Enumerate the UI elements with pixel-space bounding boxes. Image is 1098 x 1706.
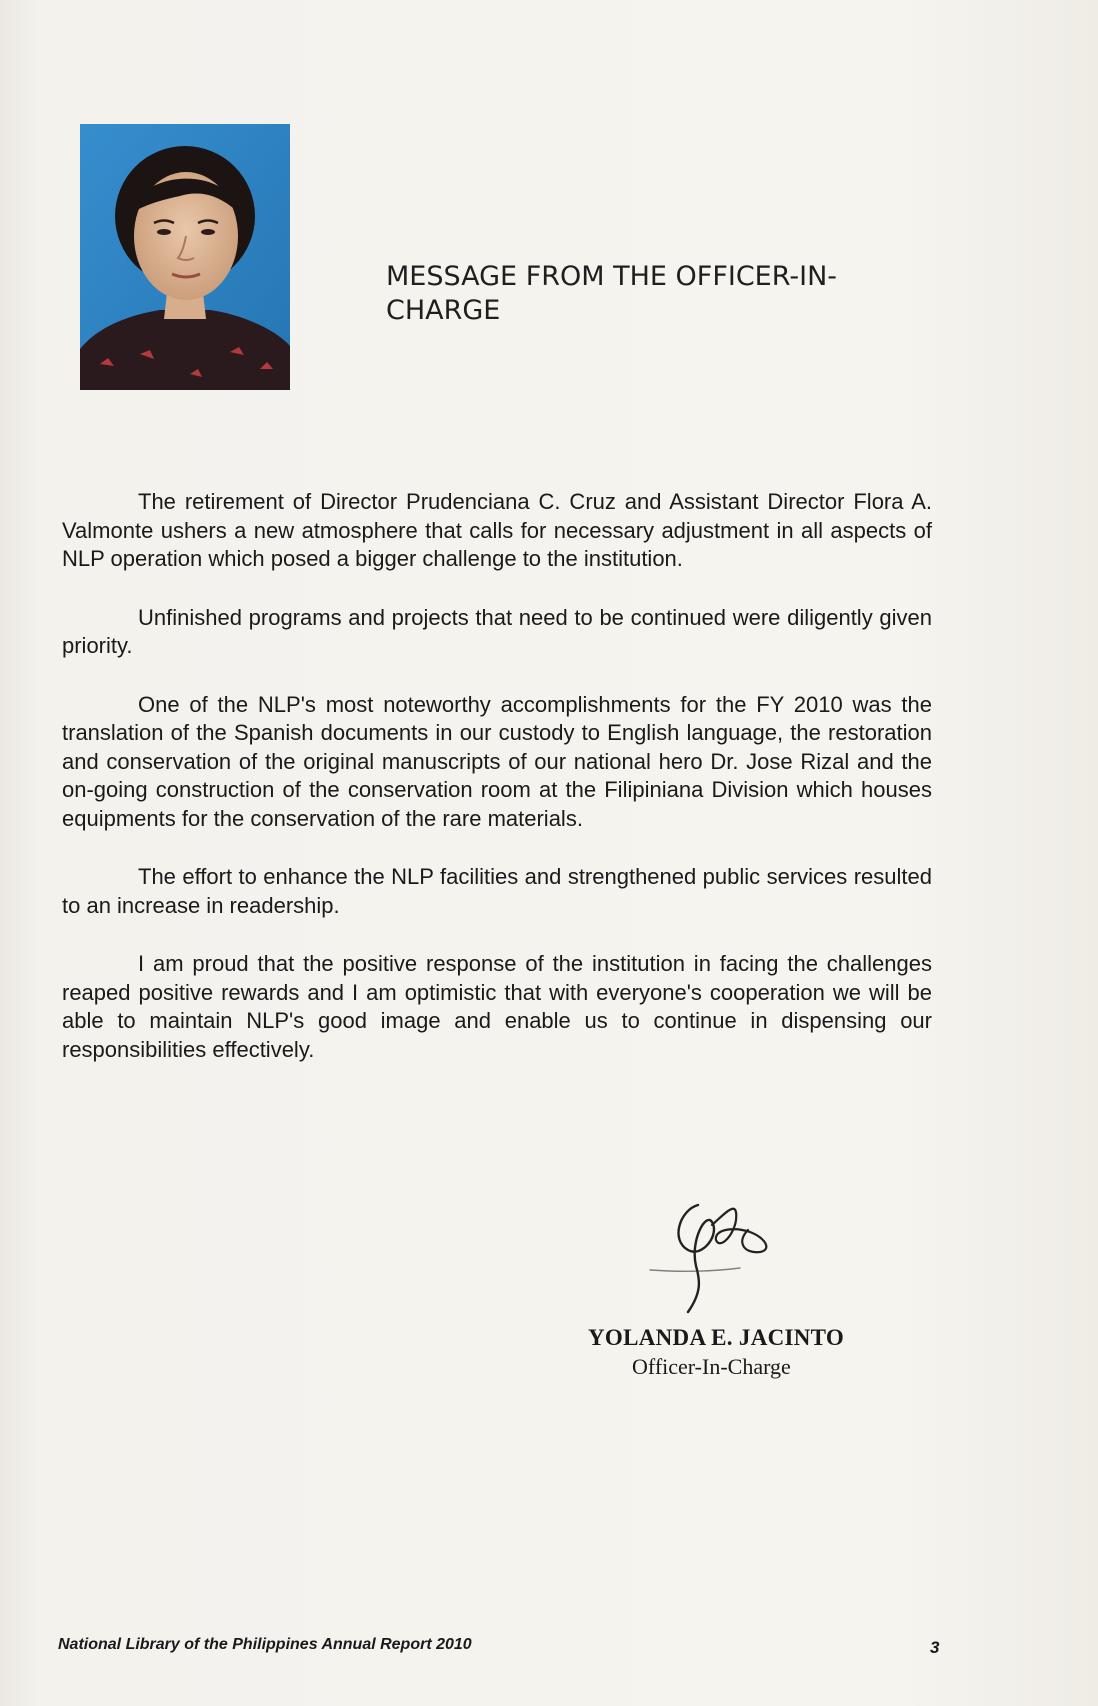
signatory-title: Officer-In-Charge bbox=[632, 1354, 791, 1379]
officer-portrait bbox=[80, 124, 290, 390]
message-paragraph: Unfinished programs and projects that need to be continued were diligently given priority. bbox=[62, 604, 932, 658]
message-paragraph: The effort to enhance the NLP facilities and strengthened public services resulted to an increase in readership. bbox=[62, 864, 932, 918]
message-paragraph: The retirement of Director Prudenciana C. Cruz and Assistant Director Flora A. Valmonte ushers a new atmosphere that calls for necessary adjustment in all aspects of NLP operation which posed a bigger challenge to the institution. bbox=[62, 489, 932, 571]
message-paragraph: I am proud that the positive response of the institution in facing the challenges reaped positive rewards and I am optimistic that with everyone's cooperation we will be able to maintain NLP's good image and enable us to continue in dispensing our responsibilities effectively. bbox=[62, 951, 932, 1062]
portrait-illustration bbox=[80, 124, 290, 390]
page-number: 3 bbox=[930, 1638, 940, 1657]
message-body bbox=[62, 488, 932, 1094]
page-title: MESSAGE FROM THE OFFICER-IN-CHARGE bbox=[386, 261, 838, 326]
footer-report-title: National Library of the Philippines Annual Report 2010 bbox=[58, 1636, 472, 1653]
signature-image bbox=[640, 1180, 810, 1320]
signatory-name: YOLANDA E. JACINTO bbox=[588, 1325, 845, 1350]
bleed-through-text bbox=[300, 130, 308, 160]
message-paragraph: One of the NLP's most noteworthy accomplishments for the FY 2010 was the translation of the Spanish documents in our custody to English language, the restoration and conservation of the original manuscripts of our national hero Dr. Jose Rizal and the on-going construction of the conservation room at the Filipiniana Division which houses equipments for the conservation of the rare materials. bbox=[62, 691, 932, 831]
